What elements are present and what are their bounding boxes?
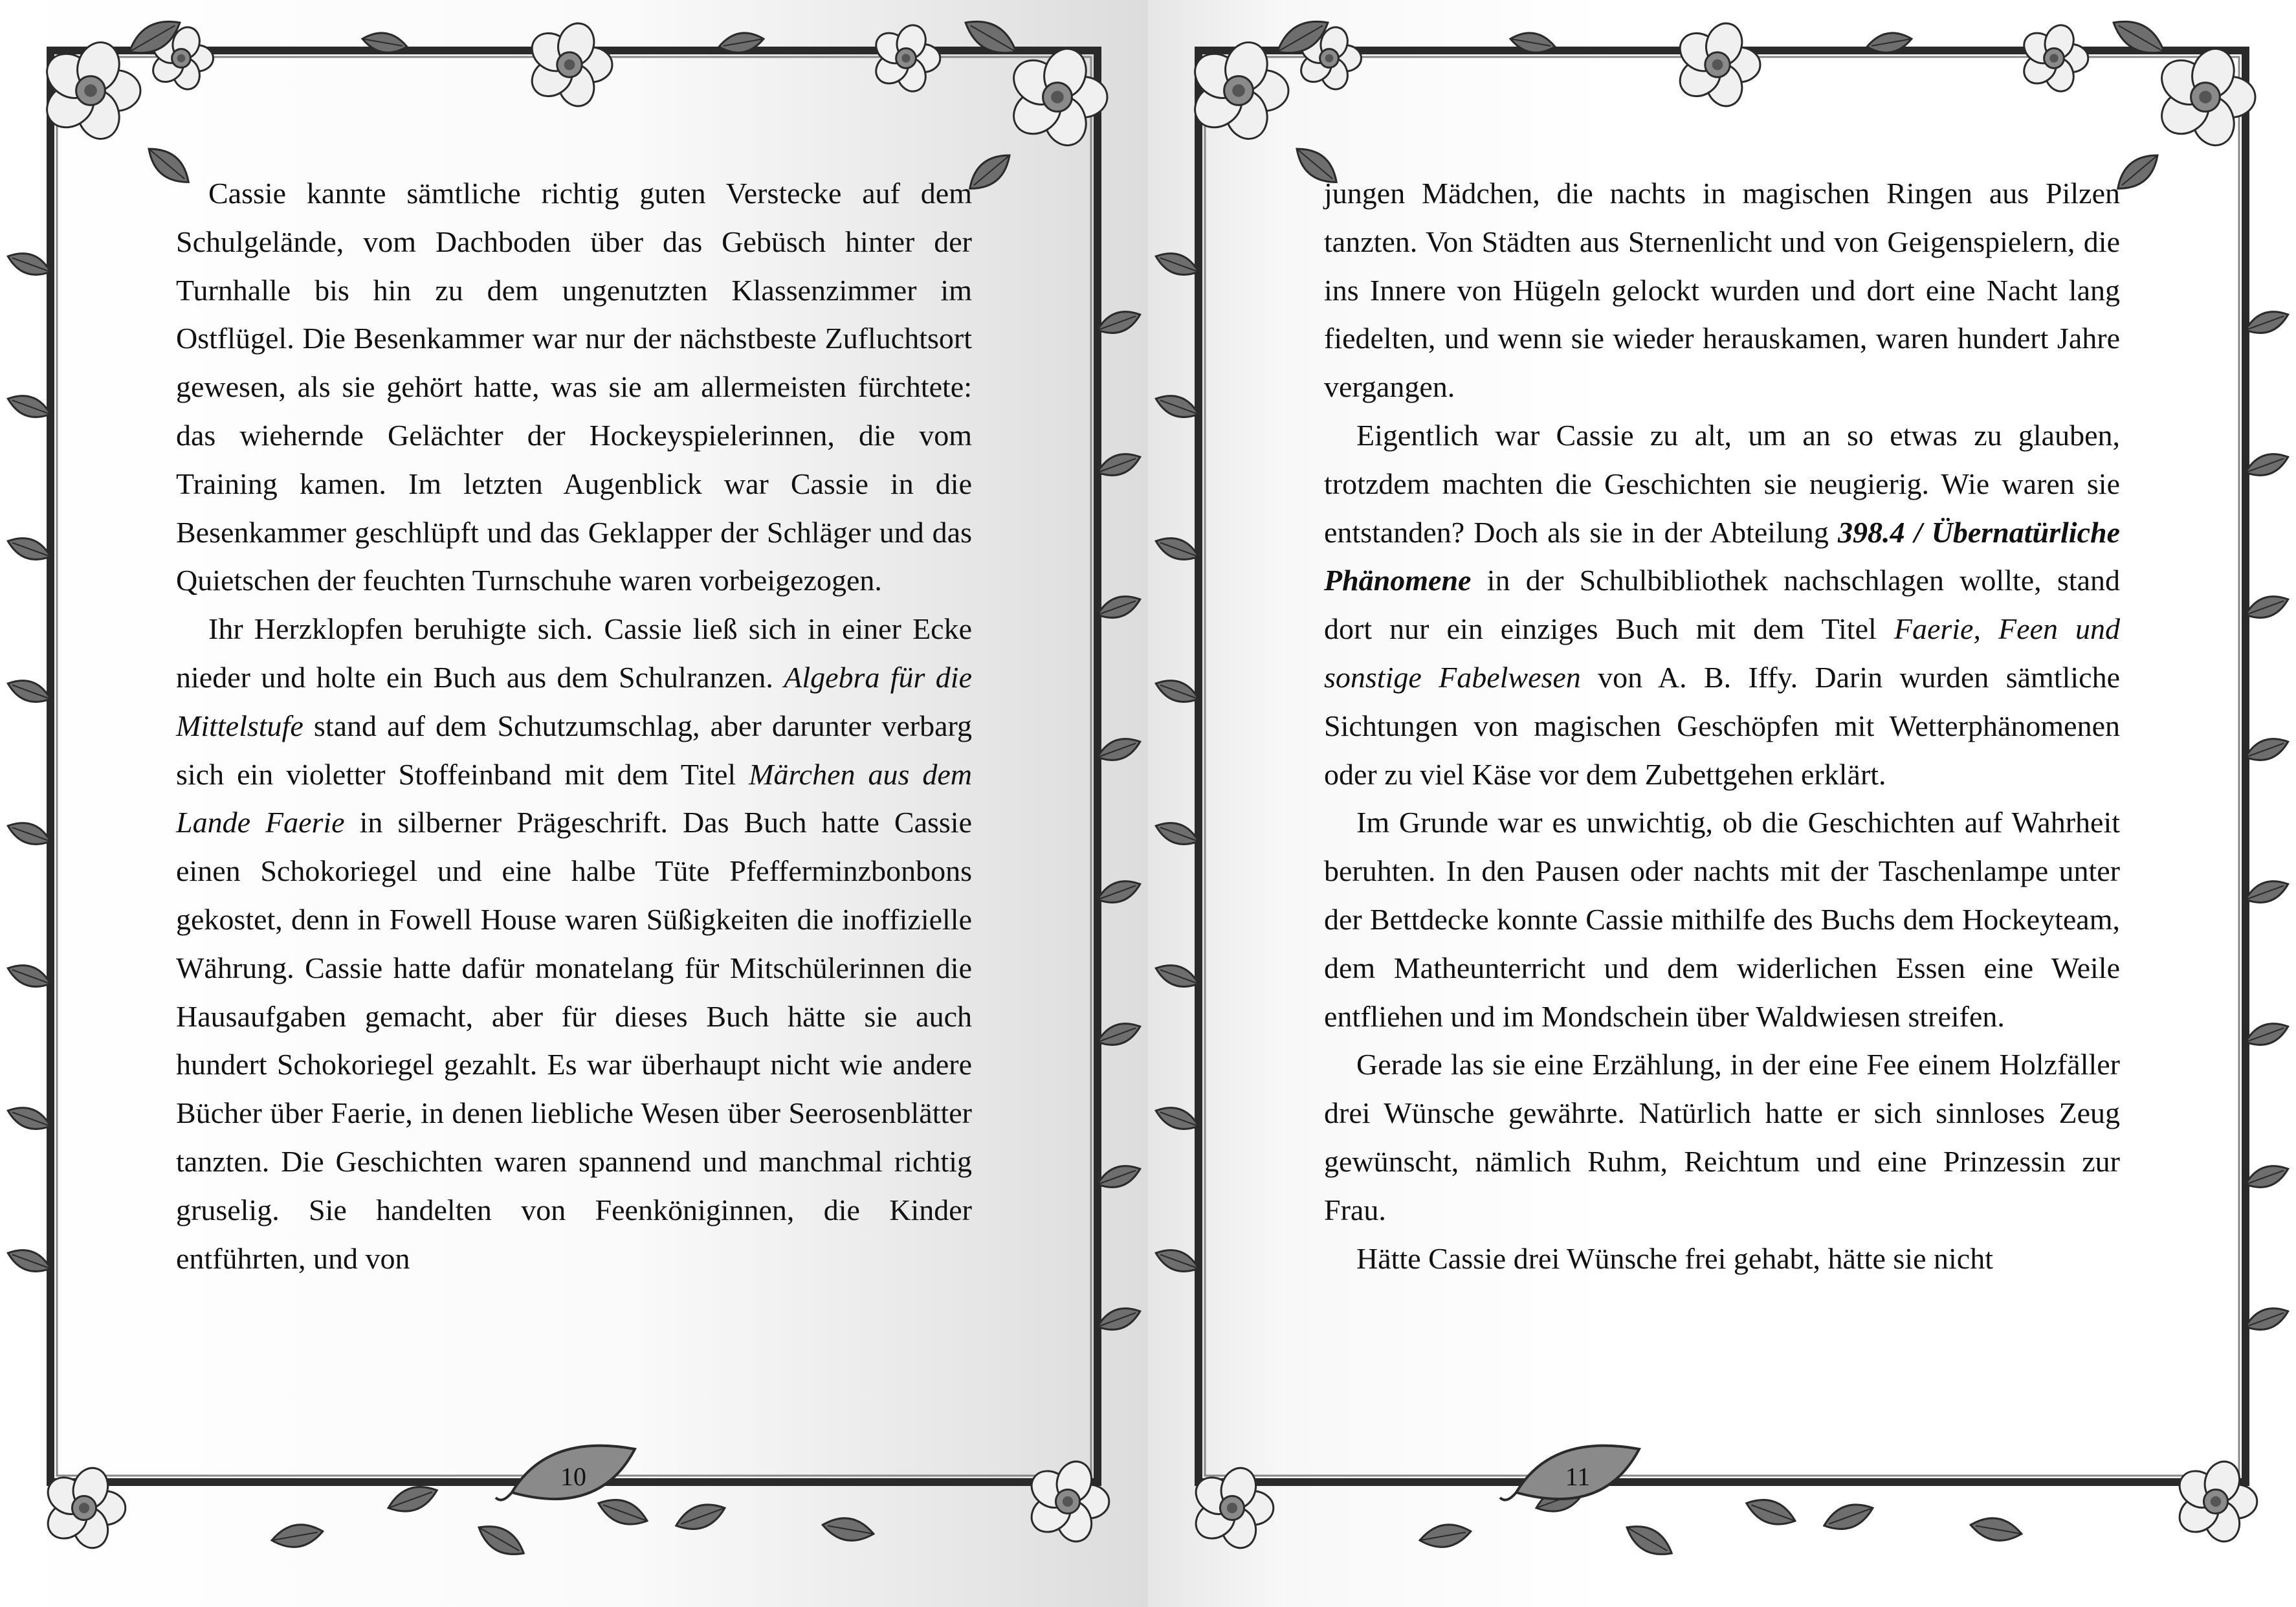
leaf-icon <box>2242 875 2291 909</box>
leaf-icon <box>2242 305 2291 339</box>
paragraph <box>1324 412 2120 799</box>
leaf-icon <box>5 1244 54 1278</box>
paragraph <box>176 170 972 605</box>
page-number-right: 11 <box>1565 1462 1591 1491</box>
leaf-icon <box>2242 1017 2291 1051</box>
text-run: in der Schulbibliothek nachschlagen wollte, stand dort nur ein einziges Buch mit dem Titel <box>1324 564 2120 646</box>
text-run: Eigentlich war Cassie zu alt, um an so etwas zu glauben, trotzdem machten die Geschichten sie neugierig. Wie waren sie entstanden? Doch als sie in der Abteilung <box>1324 418 2120 549</box>
leaf-icon <box>1969 1514 2024 1545</box>
leaf-icon <box>474 1518 529 1562</box>
text-run: Gerade las sie eine Erzählung, in der eine Fee einem Holzfäller drei Wünsche gewährte. Natürlich hatte er sich sinnloses Zeug gewünscht, nämlich Ruhm, Reichtum und eine Prinzessin zur Frau. <box>1324 1048 2120 1226</box>
paragraph <box>1324 1235 2120 1283</box>
flower-icon <box>870 21 940 95</box>
leaf-icon <box>1094 875 1143 909</box>
leaf-icon <box>2242 1160 2291 1193</box>
leaf-icon <box>5 390 54 423</box>
leaf-icon <box>1094 305 1143 339</box>
leaf-icon <box>1743 1493 1799 1531</box>
paragraph <box>1324 799 2120 1041</box>
leaf-icon <box>1820 1498 1877 1536</box>
leaf-icon <box>1153 674 1202 708</box>
leaf-icon <box>5 817 54 850</box>
leaf-icon <box>2242 1302 2291 1336</box>
flower-icon <box>2018 21 2088 95</box>
leaf-icon <box>1622 1518 1677 1562</box>
leaf-icon <box>1094 590 1143 624</box>
leaf-icon <box>1153 817 1202 850</box>
paragraph <box>1324 1041 2120 1234</box>
emphasized-text: 398.4 / Übernatürliche Phänomene <box>1324 515 2120 597</box>
leaf-icon <box>1418 1521 1473 1551</box>
leaf-icon <box>1153 390 1202 423</box>
leaf-icon <box>1153 247 1202 281</box>
leaf-icon <box>5 247 54 281</box>
flower-icon <box>525 19 612 111</box>
text-run: von A. B. Iffy. Darin wurden sämtliche Sichtungen von magischen Geschöpfen mit Wetterphänomenen oder zu viel Käse vor dem Zubettgehen erklärt. <box>1324 660 2120 791</box>
text-run: Im Grunde war es unwichtig, ob die Geschichten auf Wahrheit beruhten. In den Pausen oder nachts mit der Taschenlampe unter der Bettdecke konnte Cassie mithilfe des Buchs dem Hockeyteam, dem Matheunterricht und dem widerlichen Essen eine Weile entfliehen und im Mondschein über Waldwiesen streifen. <box>1324 806 2120 1033</box>
page-number-left: 10 <box>560 1462 586 1491</box>
leaf-icon <box>2242 590 2291 624</box>
leaf-icon <box>270 1521 325 1551</box>
right-page-text <box>1324 170 2120 1283</box>
text-run: stand auf dem Schutzumschlag, aber darunter verbarg sich ein violetter Stoffeinband mit dem Titel <box>176 709 972 791</box>
paragraph <box>176 605 972 1283</box>
leaf-icon <box>1153 1244 1202 1278</box>
leaf-icon <box>1094 1302 1143 1336</box>
leaf-icon <box>2242 448 2291 482</box>
leaf-icon <box>5 532 54 566</box>
leaf-icon <box>1094 1160 1143 1193</box>
text-run: Ihr Herzklopfen beruhigte sich. Cassie ließ sich in einer Ecke nieder und holte ein Buch aus dem Schulranzen. <box>176 612 972 694</box>
emphasized-text: Algebra für die Mittelstufe <box>176 660 972 742</box>
leaf-icon <box>1094 448 1143 482</box>
leaf-icon <box>5 674 54 708</box>
leaf-icon <box>595 1493 651 1531</box>
flower-icon <box>1673 19 1760 111</box>
right-page <box>1148 0 2296 1607</box>
leaf-icon <box>1153 959 1202 993</box>
leaf-icon <box>672 1498 729 1536</box>
leaf-icon <box>2108 12 2170 63</box>
emphasized-text: Faerie, Feen und sonstige Fabelwesen <box>1324 612 2121 694</box>
text-run: jungen Mädchen, die nachts in magischen Ringen aus Pilzen tanzten. Von Städten aus Sternenlicht und von Geigenspielern, die ins Innere von Hügeln gelockt wurden und dort eine Nacht lang fiedelten, und wenn sie wieder herauskamen, waren hundert Jahre vergangen. <box>1324 177 2120 404</box>
leaf-icon <box>1153 532 1202 566</box>
text-run: Cassie kannte sämtliche richtig guten Verstecke auf dem Schulgelände, vom Dachboden über das Gebüsch hinter der Turnhalle bis hin zu dem ungenutzten Klassenzimmer im Ostflügel. Die Besenkammer war nur der nächstbeste Zufluchtsort gewesen, als sie gehört hatte, was sie am allermeisten fürchtete: das wiehernde Gelächter der Hockeyspielerinnen, die vom Training kamen. Im letzten Augenblick war Cassie in die Besenkammer geschlüpft und das Geklapper der Schläger und das Quietschen der feuchten Turnschuhe waren vorbeigezogen. <box>176 177 972 597</box>
left-page-text <box>176 170 972 1283</box>
leaf-icon <box>960 12 1022 63</box>
leaf-icon <box>1153 1102 1202 1135</box>
text-run: in silberner Prägeschrift. Das Buch hatte Cassie einen Schokoriegel und eine halbe Tüte Pfefferminzbonbons gekostet, denn in Fowell House waren Süßigkeiten die inoffizielle Währung. Cassie hatte dafür monatelang für Mitschülerinnen die Hausaufgaben gemacht, aber für dieses Buch hätte sie auch hundert Schokoriegel gezahlt. Es war überhaupt nicht wie andere Bücher über Faerie, in denen liebliche Wesen über Seerosenblätter tanzten. Die Geschichten waren spannend und manchmal richtig gruselig. Sie handelten von Feenköniginnen, die Kinder entführten, und von <box>176 806 972 1275</box>
text-run: Hätte Cassie drei Wünsche frei gehabt, hätte sie nicht <box>1356 1241 1993 1275</box>
paragraph <box>1324 170 2120 412</box>
leaf-icon <box>5 1102 54 1135</box>
emphasized-text: Märchen aus dem Lande Faerie <box>176 757 972 839</box>
leaf-icon <box>1094 1017 1143 1051</box>
leaf-icon <box>5 959 54 993</box>
leaf-icon <box>821 1514 876 1545</box>
leaf-icon <box>2242 733 2291 766</box>
leaf-icon <box>1094 733 1143 766</box>
